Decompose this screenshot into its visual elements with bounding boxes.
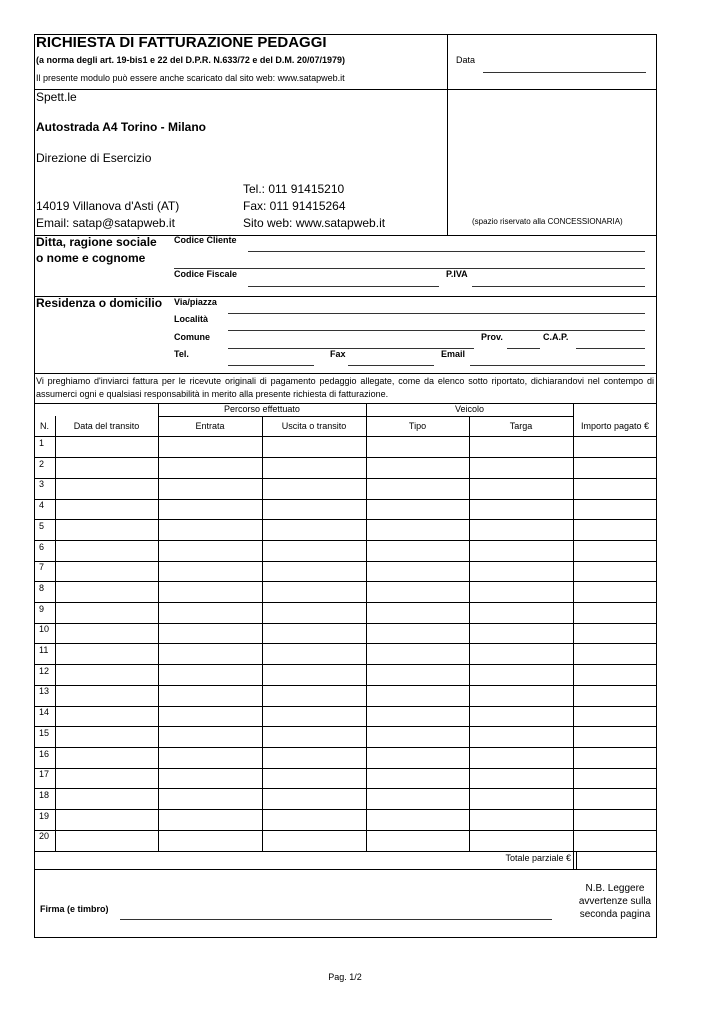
vehicle-group-header: Veicolo	[454, 404, 485, 414]
row-number: 7	[39, 562, 45, 573]
tax-code-field[interactable]	[248, 286, 439, 287]
date-label: Data	[456, 55, 476, 65]
signature-label: Firma (e timbro)	[40, 904, 109, 914]
postal-code-label: C.A.P.	[543, 332, 569, 342]
table-row[interactable]	[34, 499, 656, 520]
table-row[interactable]	[34, 706, 656, 727]
date-field[interactable]	[483, 72, 646, 73]
table-row[interactable]	[34, 623, 656, 644]
company-name-label: Ditta, ragione sociale	[36, 235, 157, 249]
table-row[interactable]	[34, 520, 656, 541]
col-number-header: N.	[40, 421, 49, 431]
download-note: Il presente modulo può essere anche scaricato dal sito web: www.satapweb.it	[36, 73, 345, 83]
municipality-field[interactable]	[228, 348, 474, 349]
fax-label: Fax	[330, 349, 346, 359]
row-number: 5	[39, 520, 45, 531]
row-number: 6	[39, 541, 45, 552]
note-line-2: avvertenze sulla	[578, 896, 652, 907]
company-name-field[interactable]	[174, 268, 645, 269]
table-row[interactable]	[34, 437, 656, 458]
row-number: 12	[39, 665, 50, 676]
note-warning	[573, 882, 657, 921]
recipient-website: Sito web: www.satapweb.it	[243, 216, 386, 230]
row-number: 10	[39, 624, 50, 635]
row-number: 19	[39, 810, 50, 821]
recipient-company: Autostrada A4 Torino - Milano	[36, 120, 206, 134]
subtotal-rule	[34, 869, 656, 870]
table-row[interactable]	[34, 830, 656, 851]
recipient-address: 14019 Villanova d'Asti (AT)	[36, 199, 180, 213]
table-row[interactable]	[34, 685, 656, 706]
recipient-email: Email: satap@satapweb.it	[36, 216, 175, 230]
table-row[interactable]	[34, 665, 656, 686]
table-row[interactable]	[34, 561, 656, 582]
header-divider	[447, 34, 448, 236]
note-line-1: N.B. Leggere	[585, 883, 645, 894]
locality-field[interactable]	[228, 330, 645, 331]
row-number: 16	[39, 748, 50, 759]
row-number: 11	[39, 645, 49, 655]
table-row[interactable]	[34, 727, 656, 748]
row-number: 8	[39, 582, 45, 593]
tax-code-label: Codice Fiscale	[174, 269, 238, 279]
table-row[interactable]	[34, 748, 656, 769]
table-bottom-rule	[34, 851, 656, 852]
tel-field[interactable]	[228, 365, 314, 366]
row-number: 20	[39, 831, 50, 842]
table-row[interactable]	[34, 582, 656, 603]
postal-code-field[interactable]	[576, 348, 645, 349]
table-row[interactable]	[34, 789, 656, 810]
table-row[interactable]	[34, 768, 656, 789]
residence-bottom-rule	[34, 373, 656, 374]
email-label: Email	[441, 349, 466, 359]
request-statement: Vi preghiamo d'inviarci fattura per le ricevute originali di pagamento pedaggio allegate, come da elenco sotto riportato, dichiarandovi nel contempo di assumerci ogni e qualsiasi responsabilità in merito alla presente richiesta di fatturazione.	[36, 376, 654, 399]
client-code-field[interactable]	[248, 251, 645, 252]
col-exit-header: Uscita o transito	[281, 421, 347, 431]
legal-reference: (a norma degli art. 19-bis1 e 22 del D.P.R. N.633/72 e del D.M. 20/07/1979)	[36, 55, 345, 65]
subtotal-label: Totale parziale €	[505, 853, 571, 863]
fax-field[interactable]	[348, 365, 434, 366]
row-number: 14	[39, 707, 50, 718]
reserved-space-note: (spazio riservato alla CONCESSIONARIA)	[472, 217, 623, 226]
header-bottom-rule	[34, 89, 656, 90]
table-row[interactable]	[34, 810, 656, 831]
client-code-label: Codice Cliente	[174, 235, 237, 245]
row-number: 13	[39, 686, 50, 697]
row-number: 2	[39, 458, 45, 469]
table-row[interactable]	[34, 458, 656, 479]
row-number: 15	[39, 727, 50, 738]
signature-field[interactable]	[120, 919, 552, 920]
vat-field[interactable]	[472, 286, 645, 287]
table-row[interactable]	[34, 478, 656, 499]
col-amount-header: Importo pagato €	[580, 421, 650, 431]
table-row[interactable]	[34, 603, 656, 624]
col-type-header: Tipo	[408, 421, 427, 431]
table-row[interactable]	[34, 541, 656, 562]
salutation: Spett.le	[36, 90, 77, 104]
route-group-header: Percorso effettuato	[224, 404, 300, 414]
recipient-phone: Tel.: 011 91415210	[243, 182, 345, 196]
vat-label: P.IVA	[446, 269, 468, 279]
email-field[interactable]	[470, 365, 645, 366]
street-field[interactable]	[228, 313, 645, 314]
province-field[interactable]	[507, 348, 540, 349]
col-plate-header: Targa	[509, 421, 533, 431]
row-number: 4	[39, 500, 45, 511]
tel-label: Tel.	[174, 349, 189, 359]
row-number: 17	[39, 769, 50, 780]
col-date-header: Data del transito	[73, 421, 140, 431]
province-label: Prov.	[481, 332, 503, 342]
form-title: RICHIESTA DI FATTURAZIONE PEDAGGI	[36, 34, 327, 51]
residence-label: Residenza o domicilio	[36, 296, 163, 310]
row-number: 9	[39, 603, 45, 614]
municipality-label: Comune	[174, 332, 210, 342]
company-name-label-2: o nome e cognome	[36, 251, 146, 265]
col-entry-header: Entrata	[195, 421, 225, 431]
note-line-3: seconda pagina	[579, 909, 651, 920]
row-number: 1	[39, 438, 45, 448]
recipient-fax: Fax: 011 91415264	[243, 199, 346, 213]
locality-label: Località	[174, 314, 209, 324]
subtotal-divider	[576, 851, 577, 869]
table-row[interactable]	[34, 644, 656, 665]
row-number: 3	[39, 479, 45, 490]
row-number: 18	[39, 789, 50, 800]
page-number: Pag. 1/2	[328, 972, 362, 982]
street-label: Via/piazza	[174, 297, 217, 307]
recipient-department: Direzione di Esercizio	[36, 151, 152, 165]
